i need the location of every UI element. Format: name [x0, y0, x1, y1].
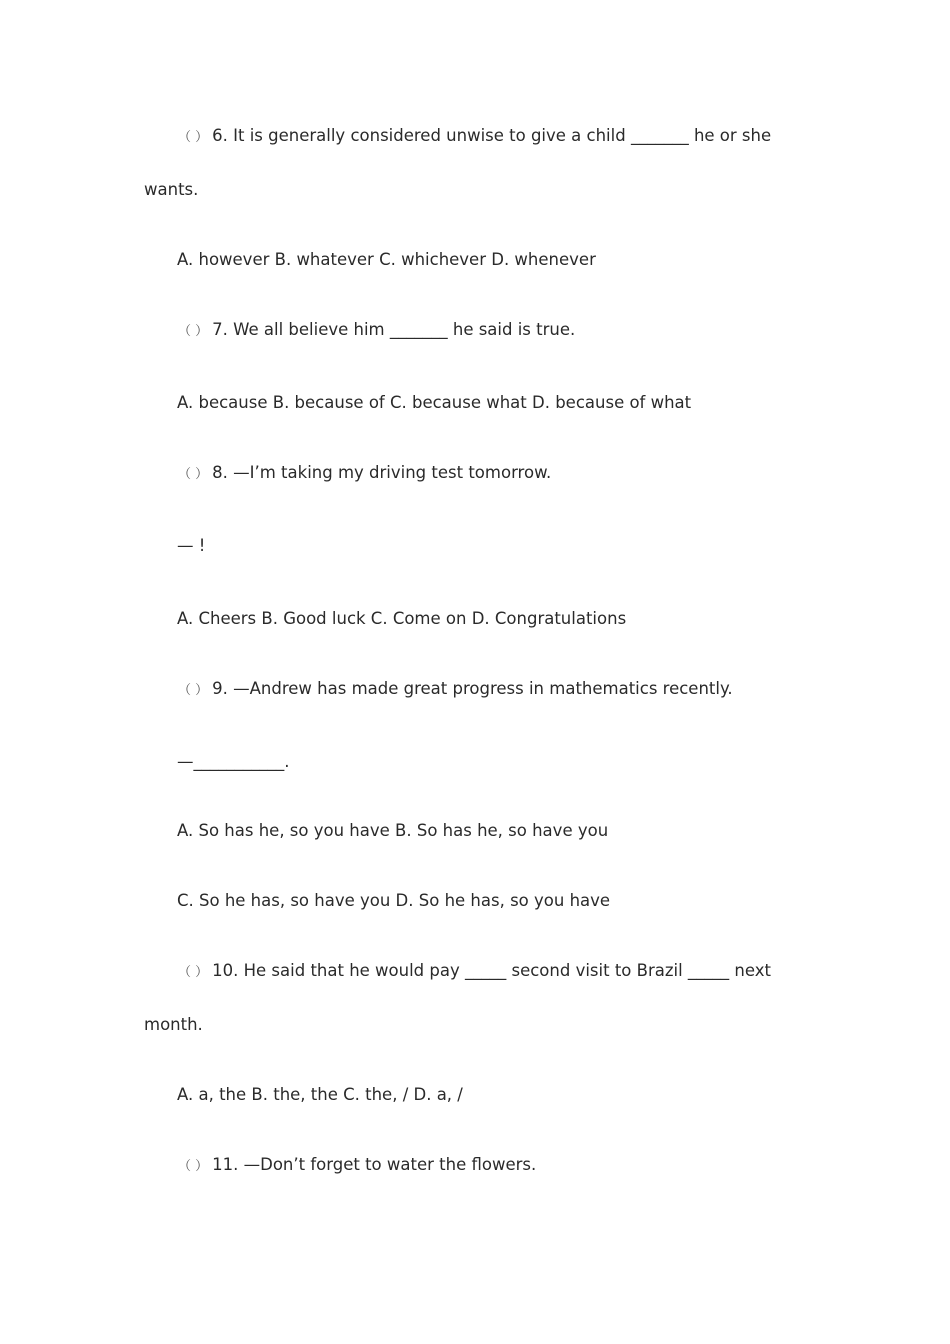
question-6-stem-continued: wants. [144, 180, 199, 199]
answer-bracket: （ ） [178, 130, 209, 145]
question-10-stem-continued: month. [144, 1015, 203, 1034]
question-8-options: A. Cheers B. Good luck C. Come on D. Congratulations [177, 609, 627, 628]
answer-bracket: （ ） [178, 467, 209, 482]
question-9-options-line-2: C. So he has, so have you D. So he has, so you have [177, 891, 611, 910]
question-11-stem: （ ） 11. —Don’t forget to water the flowers. [178, 1155, 537, 1174]
question-6-stem: （ ） 6. It is generally considered unwise to give a child _______ he or she [178, 126, 772, 145]
question-7-stem: （ ） 7. We all believe him _______ he said is true. [178, 320, 576, 339]
question-10-options: A. a, the B. the, the C. the, / D. a, / [177, 1085, 463, 1104]
answer-bracket: （ ） [178, 324, 209, 339]
question-8-reply: — ! [177, 536, 206, 555]
answer-bracket: （ ） [178, 965, 209, 980]
question-8-stem: （ ） 8. —I’m taking my driving test tomorrow. [178, 463, 552, 482]
question-9-stem: （ ） 9. —Andrew has made great progress in mathematics recently. [178, 679, 733, 698]
answer-bracket: （ ） [178, 683, 209, 698]
question-10-stem: （ ） 10. He said that he would pay _____ second visit to Brazil _____ next [178, 961, 771, 980]
question-9-reply: —___________. [177, 752, 290, 771]
question-6-options: A. however B. whatever C. whichever D. whenever [177, 250, 596, 269]
question-9-options-line-1: A. So has he, so you have B. So has he, so have you [177, 821, 609, 840]
question-7-options: A. because B. because of C. because what D. because of what [177, 393, 692, 412]
answer-bracket: （ ） [178, 1159, 209, 1174]
